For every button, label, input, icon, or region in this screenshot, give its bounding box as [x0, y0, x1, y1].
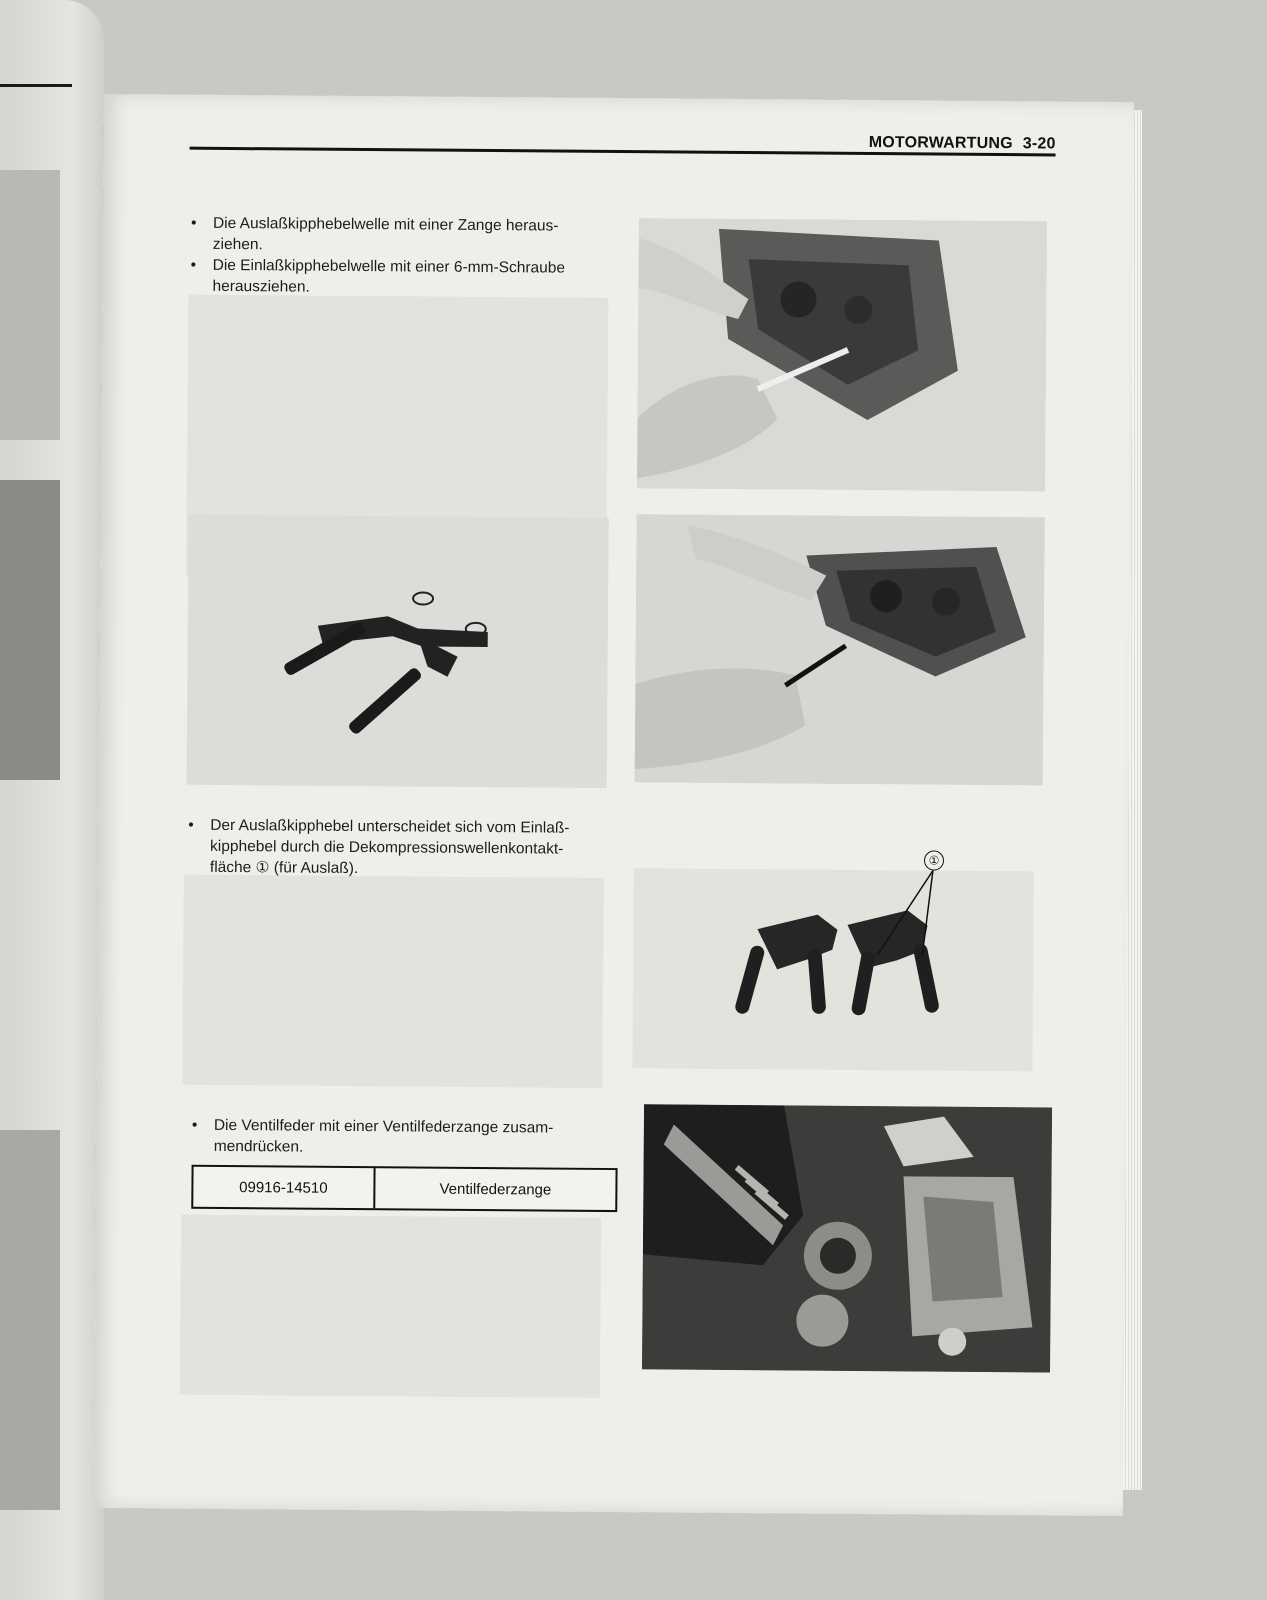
previous-page-header-rule [0, 84, 72, 87]
photo-rocker-arms-and-shafts [187, 515, 609, 788]
bullet-item: • Die Ventilfeder mit einer Ventilfederzange zusam- mendrücken. [192, 1115, 612, 1160]
bullet-item: • Die Auslaßkipphebelwelle mit einer Zange heraus- ziehen. [191, 213, 611, 258]
photo-rocker-arm-pair [717, 859, 978, 1031]
photo-screw-removal [635, 514, 1045, 785]
show-through-area [180, 1215, 601, 1398]
callout-marker: ① [924, 850, 944, 870]
photo-pliers-removal [637, 218, 1047, 491]
manual-page [93, 94, 1134, 1516]
show-through-area [182, 875, 604, 1088]
tool-name: Ventilfederzange [439, 1180, 552, 1199]
page-header [869, 134, 1056, 153]
special-tool-table [191, 1165, 617, 1212]
tool-part-number: 09916-14510 [193, 1167, 375, 1208]
previous-page-edge [0, 0, 104, 1600]
page-number: 3-20 [1022, 135, 1056, 153]
section-title: MOTORWARTUNG [868, 134, 1013, 153]
previous-page-photo [0, 480, 60, 780]
photo-valve-spring-compressor [642, 1104, 1052, 1372]
bullet-item: • Der Auslaßkipphebel unterscheidet sich vom Einlaß- kipphebel durch die Dekompressionswellenkontakt- fläche ① (für Auslaß). [188, 815, 608, 881]
previous-page-photo [0, 1130, 60, 1510]
step-text-1 [190, 213, 611, 300]
previous-page-photo [0, 170, 60, 440]
step-text-3 [192, 1115, 612, 1160]
bullet-item: • Die Einlaßkipphebelwelle mit einer 6-mm-Schraube herausziehen. [190, 255, 610, 300]
step-text-2 [188, 815, 608, 881]
